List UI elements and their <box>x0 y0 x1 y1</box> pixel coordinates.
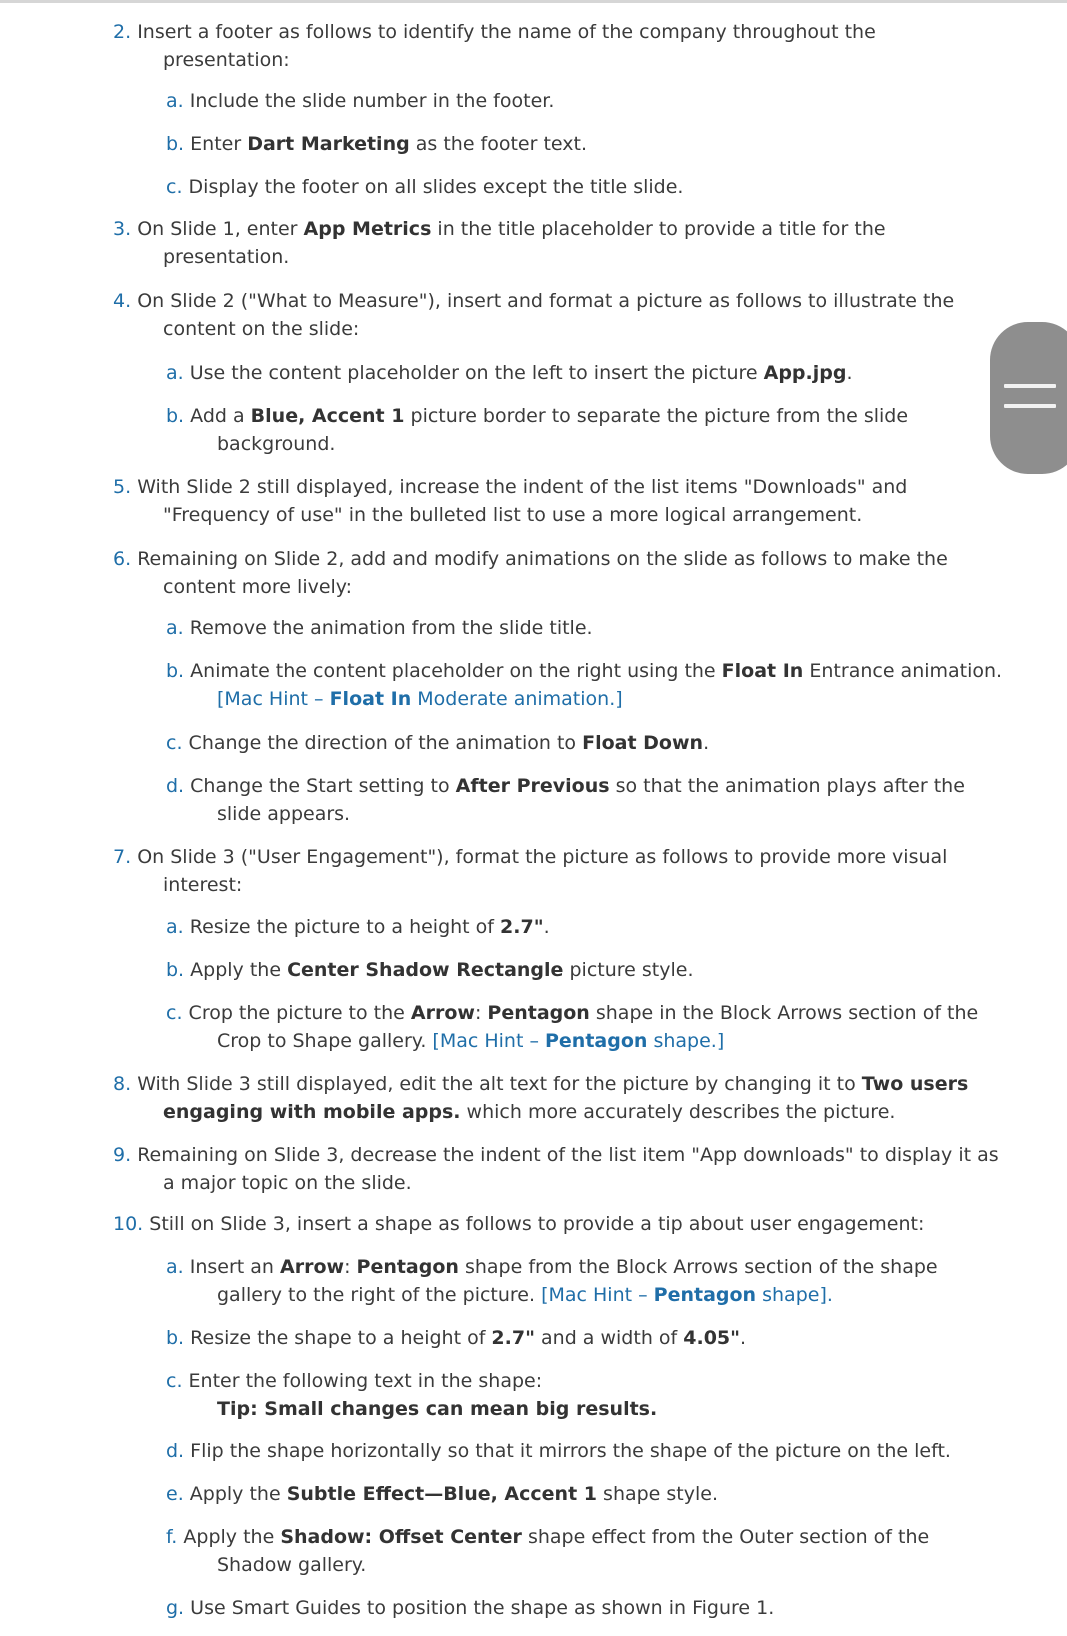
instruction-text: "Frequency of use" in the bulleted list to use a more logical arrangement. <box>163 504 863 526</box>
step-number: 6. <box>113 548 132 570</box>
instruction-text: . <box>846 362 853 384</box>
bold-term: 4.05" <box>683 1327 741 1349</box>
step-number: 2. <box>113 21 132 43</box>
instruction-text: content on the slide: <box>163 318 360 340</box>
step-number: a. <box>166 1256 184 1278</box>
instruction-text: Use Smart Guides to position the shape as shown in Figure 1. <box>190 1597 775 1619</box>
instruction-text: With Slide 3 still displayed, edit the alt text for the picture by changing it to <box>137 1073 862 1095</box>
step-10b <box>166 1324 746 1352</box>
step-4b <box>166 402 908 458</box>
instruction-text: picture border to separate the picture from the slide <box>404 405 909 427</box>
instruction-text: Shadow gallery. <box>217 1554 367 1576</box>
bold-term: Blue, Accent 1 <box>250 405 405 427</box>
instruction-text: so that the animation plays after the <box>609 775 965 797</box>
step-2c <box>166 173 683 201</box>
step-9 <box>113 1141 999 1197</box>
step-number: g. <box>166 1597 185 1619</box>
step-8 <box>113 1070 968 1126</box>
instruction-text: Remove the animation from the slide title. <box>189 617 593 639</box>
instruction-text: and a width of <box>534 1327 684 1349</box>
hint-text: [Mac Hint – <box>541 1284 654 1306</box>
step-number: c. <box>166 1002 183 1024</box>
step-number: e. <box>166 1483 184 1505</box>
bold-term: Two users <box>861 1073 969 1095</box>
instruction-text: in the title placeholder to provide a title for the <box>431 218 886 240</box>
instruction-text: Entrance animation. <box>803 660 1003 682</box>
instruction-text: With Slide 2 still displayed, increase the indent of the list items "Downloads" and <box>137 476 908 498</box>
step-number: 5. <box>113 476 132 498</box>
step-number: a. <box>166 90 184 112</box>
step-4a <box>166 359 853 387</box>
instruction-text: Change the Start setting to <box>190 775 456 797</box>
step-5 <box>113 473 907 529</box>
instruction-text: Crop the picture to the <box>188 1002 411 1024</box>
instruction-text: On Slide 2 ("What to Measure"), insert and format a picture as follows to illustrate the <box>137 290 955 312</box>
instruction-text: shape style. <box>597 1483 719 1505</box>
step-number: 8. <box>113 1073 132 1095</box>
step-number: 10. <box>113 1213 144 1235</box>
instruction-text: Change the direction of the animation to <box>188 732 583 754</box>
instruction-text: : <box>474 1002 488 1024</box>
hint-text: Moderate animation.] <box>411 688 623 710</box>
step-7a <box>166 913 550 941</box>
bold-term: Subtle Effect—Blue, Accent 1 <box>286 1483 597 1505</box>
instruction-text: content more lively: <box>163 576 353 598</box>
step-6 <box>113 545 948 601</box>
step-6c <box>166 729 709 757</box>
step-10a <box>166 1253 938 1309</box>
instruction-text: Display the footer on all slides except the title slide. <box>188 176 684 198</box>
instruction-text: Flip the shape horizontally so that it mirrors the shape of the picture on the left. <box>190 1440 951 1462</box>
instruction-text: Resize the picture to a height of <box>189 916 501 938</box>
step-10g <box>166 1594 774 1622</box>
step-number: b. <box>166 959 185 981</box>
step-7b <box>166 956 693 984</box>
instruction-text: shape from the Block Arrows section of the shape <box>458 1256 938 1278</box>
step-10f <box>166 1523 929 1579</box>
instruction-text: slide appears. <box>217 803 351 825</box>
hint-text: shape.] <box>647 1030 725 1052</box>
step-number: a. <box>166 362 184 384</box>
instruction-text: On Slide 1, enter <box>137 218 304 240</box>
step-number: b. <box>166 133 185 155</box>
instruction-text: On Slide 3 ("User Engagement"), format the picture as follows to provide more visual <box>137 846 948 868</box>
instruction-text: Add a <box>190 405 251 427</box>
instruction-text: Remaining on Slide 2, add and modify animations on the slide as follows to make the <box>137 548 948 570</box>
hint-text: [Mac Hint – <box>217 688 330 710</box>
bold-term: 2.7" <box>491 1327 535 1349</box>
instruction-text: Enter the following text in the shape: <box>188 1370 543 1392</box>
bold-term: Float In <box>721 660 804 682</box>
step-number: a. <box>166 916 184 938</box>
step-2b <box>166 130 587 158</box>
step-2 <box>113 18 876 74</box>
bold-term: After Previous <box>455 775 610 797</box>
bold-term: App.jpg <box>763 362 847 384</box>
instruction-text: Crop to Shape gallery. <box>217 1030 433 1052</box>
bold-term: Shadow: Offset Center <box>280 1526 522 1548</box>
step-number: a. <box>166 617 184 639</box>
step-4 <box>113 287 954 343</box>
bold-term: App Metrics <box>303 218 432 240</box>
bold-term: Dart Marketing <box>247 133 410 155</box>
step-number: 7. <box>113 846 132 868</box>
step-6a <box>166 614 593 642</box>
step-7 <box>113 843 947 899</box>
bold-term: Pentagon <box>487 1002 590 1024</box>
bold-term: Pentagon <box>356 1256 459 1278</box>
step-6b <box>166 657 1002 713</box>
step-3 <box>113 215 886 271</box>
instruction-text: shape effect from the Outer section of the <box>521 1526 930 1548</box>
step-6d <box>166 772 965 828</box>
bold-term: Arrow <box>410 1002 475 1024</box>
instruction-text: . <box>543 916 550 938</box>
instruction-text: gallery to the right of the picture. <box>217 1284 542 1306</box>
step-number: b. <box>166 405 185 427</box>
step-10e <box>166 1480 718 1508</box>
instruction-text: Resize the shape to a height of <box>190 1327 492 1349</box>
instruction-text: shape in the Block Arrows section of the <box>589 1002 979 1024</box>
instruction-text: . <box>703 732 710 754</box>
instruction-text: Enter <box>190 133 248 155</box>
bold-term: Arrow <box>280 1256 345 1278</box>
bold-term: Pentagon <box>545 1030 648 1052</box>
step-number: f. <box>166 1526 178 1548</box>
bold-term: engaging with mobile apps. <box>163 1101 461 1123</box>
step-number: b. <box>166 660 185 682</box>
bold-term: 2.7" <box>500 916 544 938</box>
bold-term: Pentagon <box>653 1284 757 1306</box>
step-number: 4. <box>113 290 132 312</box>
instruction-text: Animate the content placeholder on the right using the <box>190 660 722 682</box>
step-number: c. <box>166 176 183 198</box>
grip-line-icon <box>1004 384 1056 388</box>
hint-text: [Mac Hint – <box>432 1030 545 1052</box>
instruction-text: Use the content placeholder on the left to insert the picture <box>189 362 764 384</box>
step-number: b. <box>166 1327 185 1349</box>
instruction-text: presentation. <box>163 246 290 268</box>
bold-term: Tip: Small changes can mean big results. <box>217 1398 658 1420</box>
instruction-text: which more accurately describes the picture. <box>460 1101 896 1123</box>
step-2a <box>166 87 554 115</box>
step-number: 9. <box>113 1144 132 1166</box>
step-10 <box>113 1210 924 1238</box>
instruction-text: Still on Slide 3, insert a shape as follows to provide a tip about user engagement: <box>149 1213 925 1235</box>
instruction-text: Apply the <box>189 1483 287 1505</box>
grip-line-icon <box>1004 404 1056 408</box>
step-number: c. <box>166 1370 183 1392</box>
step-number: d. <box>166 775 185 797</box>
step-number: d. <box>166 1440 185 1462</box>
instruction-text: presentation: <box>163 49 290 71</box>
instruction-text: Apply the <box>183 1526 281 1548</box>
instruction-text: . <box>740 1327 747 1349</box>
instruction-text: Insert a footer as follows to identify the name of the company throughout the <box>137 21 876 43</box>
instruction-text: interest: <box>163 874 243 896</box>
step-10c <box>166 1367 657 1423</box>
scroll-handle[interactable] <box>990 322 1067 474</box>
instruction-text: : <box>344 1256 357 1278</box>
step-number: c. <box>166 732 183 754</box>
step-7c <box>166 999 978 1055</box>
instruction-text: Apply the <box>190 959 288 981</box>
instruction-text: a major topic on the slide. <box>163 1172 412 1194</box>
instruction-text: background. <box>217 433 336 455</box>
bold-term: Center Shadow Rectangle <box>287 959 564 981</box>
instruction-text: Insert an <box>189 1256 280 1278</box>
instruction-text: picture style. <box>563 959 694 981</box>
instruction-text: Remaining on Slide 3, decrease the indent of the list item "App downloads" to display it as <box>137 1144 999 1166</box>
page-top-divider <box>0 0 1067 3</box>
step-number: 3. <box>113 218 132 240</box>
hint-text: shape]. <box>756 1284 833 1306</box>
instruction-text: as the footer text. <box>409 133 588 155</box>
bold-term: Float In <box>329 688 412 710</box>
bold-term: Float Down <box>582 732 704 754</box>
instruction-text: Include the slide number in the footer. <box>189 90 555 112</box>
step-10d <box>166 1437 951 1465</box>
